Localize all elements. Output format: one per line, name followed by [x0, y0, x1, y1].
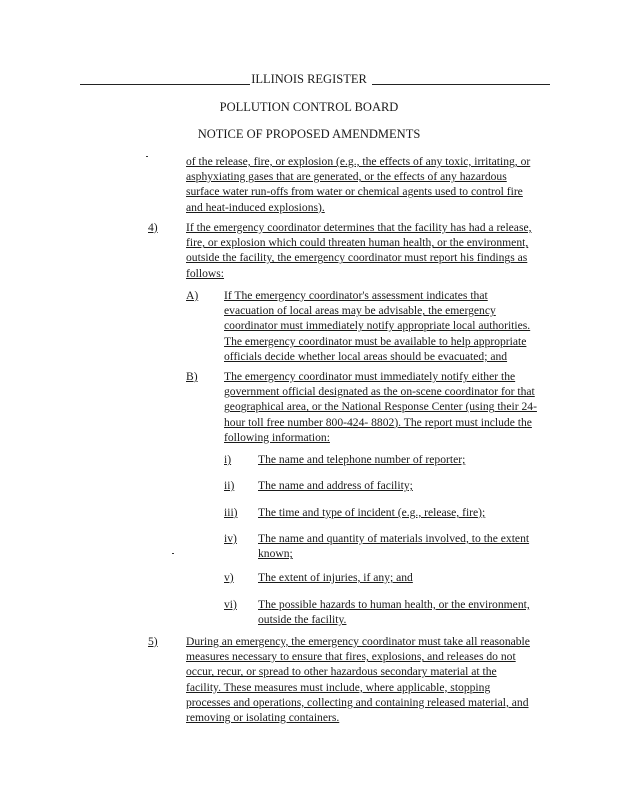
- item-i-text: [258, 452, 554, 467]
- text-line: The name and telephone number of reporter;: [258, 453, 466, 466]
- item-5-number: 5): [148, 635, 158, 648]
- item-v-text: [258, 570, 554, 585]
- text-line: If the emergency coordinator determines that the facility has had a release,: [186, 221, 532, 234]
- continuation-text: [186, 154, 556, 215]
- item-ii-text: [258, 478, 554, 493]
- sub-b-text: [224, 369, 554, 445]
- text-line: government official designated as the on-scene coordinator for that: [224, 385, 535, 399]
- item-ii-label: ii): [224, 479, 235, 492]
- item-vi-label: vi): [224, 598, 237, 611]
- notice-title: NOTICE OF PROPOSED AMENDMENTS: [197, 127, 421, 141]
- scan-speck: [146, 156, 148, 157]
- text-line: following information:: [224, 430, 330, 444]
- text-line: and heat-induced explosions).: [186, 200, 325, 214]
- item-vi-text: [258, 597, 554, 627]
- item-iv-text: [258, 531, 554, 561]
- text-line: The extent of injuries, if any; and: [258, 571, 413, 584]
- sub-a-text: [224, 288, 554, 364]
- text-line: The name and address of facility;: [258, 479, 413, 492]
- text-line: During an emergency, the emergency coordinator must take all reasonable: [186, 635, 530, 648]
- text-line: If The emergency coordinator's assessment indicates that: [224, 289, 488, 302]
- text-line: outside the facility, the emergency coordinator must report his findings as: [186, 251, 528, 265]
- text-line: facility. These measures must include, where applicable, stopping: [186, 680, 491, 694]
- item-5-text: [186, 634, 556, 725]
- item-4-text: [186, 220, 556, 281]
- sub-a-label: A): [186, 289, 199, 302]
- text-line: evacuation of local areas may be advisable, the emergency: [224, 304, 496, 318]
- text-line: hour toll free number 800-424- 8802). The report must include the: [224, 415, 532, 429]
- text-line: removing or isolating containers.: [186, 711, 340, 725]
- register-title: ILLINOIS REGISTER: [251, 72, 367, 86]
- text-line: occur, recur, or spread to other hazardous secondary material at the: [186, 665, 497, 679]
- text-line: The emergency coordinator must be available to help appropriate: [224, 334, 527, 348]
- text-line: outside the facility.: [258, 613, 347, 627]
- text-line: The name and quantity of materials involved, to the extent: [258, 532, 530, 545]
- text-line: measures necessary to ensure that fires, explosions, and releases do not: [186, 650, 516, 664]
- text-line: processes and operations, collecting and containing released material, and: [186, 695, 529, 709]
- text-line: The possible hazards to human health, or the environment,: [258, 598, 530, 611]
- item-v-label: v): [224, 571, 234, 584]
- item-iii-text: [258, 505, 554, 520]
- text-line: coordinator must immediately notify appropriate local authorities.: [224, 319, 531, 333]
- item-iii-label: iii): [224, 506, 238, 519]
- text-line: officials decide whether local areas should be evacuated; and: [224, 349, 508, 363]
- sub-b-label: B): [186, 370, 198, 383]
- scan-speck: [172, 553, 174, 554]
- item-i-label: i): [224, 453, 232, 466]
- agency-title: POLLUTION CONTROL BOARD: [219, 100, 399, 114]
- text-line: known;: [258, 547, 293, 561]
- text-line: The emergency coordinator must immediately notify either the: [224, 370, 516, 383]
- item-iv-label: iv): [224, 532, 237, 545]
- text-line: surface water run-offs from water or chemical agents used to control fire: [186, 185, 523, 199]
- item-4-number: 4): [148, 221, 158, 234]
- text-line: The time and type of incident (e.g., release, fire);: [258, 506, 486, 519]
- text-line: asphyxiating gases that are generated, or the effects of any hazardous: [186, 170, 507, 184]
- text-line: of the release, fire, or explosion (e.g., the effects of any toxic, irritating, or: [186, 155, 531, 168]
- text-line: geographical area, or the National Response Center (using their 24-: [224, 400, 537, 414]
- text-line: follows:: [186, 266, 225, 280]
- text-line: fire, or explosion which could threaten human health, or the environment,: [186, 236, 529, 250]
